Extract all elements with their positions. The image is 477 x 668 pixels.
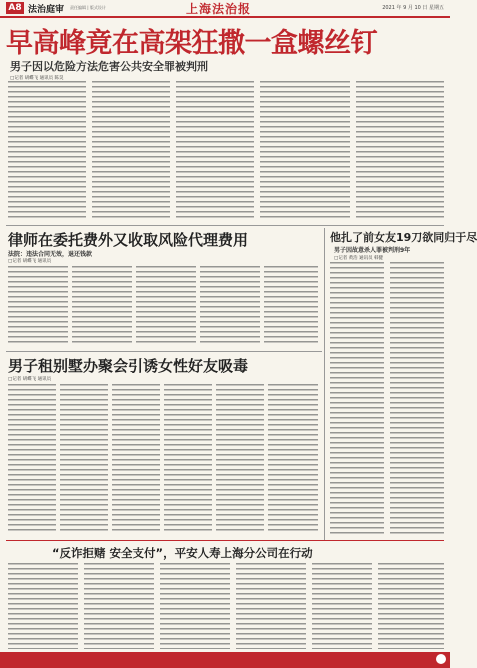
section-credits: 责任编辑 | 版式设计	[70, 5, 106, 10]
story4-column-3	[112, 384, 160, 534]
bottom-column-2	[84, 563, 154, 649]
story4-byline: □记者 胡蝶飞 通讯员	[8, 377, 52, 382]
divider	[6, 540, 444, 541]
story4-column-1	[8, 384, 56, 534]
story2-column-4	[200, 266, 260, 346]
story2-column-3	[136, 266, 196, 346]
page-corner-icon	[436, 654, 446, 664]
story2-column-1	[8, 266, 68, 346]
lead-column-1	[8, 81, 86, 221]
story4-column-2	[60, 384, 108, 534]
bottom-column-6	[378, 563, 444, 649]
lead-column-4	[260, 81, 350, 221]
story2-column-5	[264, 266, 318, 346]
lead-column-2	[92, 81, 170, 221]
masthead-rule	[0, 16, 450, 18]
story4-column-5	[216, 384, 264, 534]
story2-headline: 律师在委托费外又收取风险代理费用	[8, 231, 249, 249]
lead-headline: 早高峰竟在高架狂撒一盒螺丝钉	[6, 28, 377, 59]
divider	[6, 351, 322, 352]
divider	[6, 225, 444, 226]
story3-byline: □记者 黄浩 通讯员 韩健	[334, 256, 384, 261]
story2-byline: □记者 胡蝶飞 通讯员	[8, 259, 52, 264]
lead-subheadline: 男子因以危险方法危害公共安全罪被判刑	[10, 60, 208, 73]
section-title: 法治庭审	[28, 5, 65, 15]
vertical-divider	[324, 228, 325, 540]
newspaper-logo: 上海法治报	[186, 2, 252, 16]
issue-date: 2021 年 9 月 10 日 星期五	[382, 5, 444, 11]
page-number: A8	[6, 2, 24, 14]
story4-column-4	[164, 384, 212, 534]
story2-subheadline: 法院：违法合同无效，退还钱款	[8, 251, 93, 258]
story3-column-2	[390, 262, 444, 534]
bottom-column-5	[312, 563, 372, 649]
story4-column-6	[268, 384, 318, 534]
lead-column-3	[176, 81, 254, 221]
lead-byline: □记者 胡蝶飞 通讯员 陈昊	[10, 76, 64, 81]
story4-headline: 男子租别墅办聚会引诱女性好友吸毒	[8, 357, 249, 375]
bottom-column-4	[236, 563, 306, 649]
bottom-headline: “反诈拒赌 安全支付”，平安人寿上海分公司在行动	[52, 546, 313, 560]
story2-column-2	[72, 266, 132, 346]
bottom-column-1	[8, 563, 78, 649]
story3-column-1	[330, 262, 384, 534]
bottom-column-3	[160, 563, 230, 649]
lead-column-5	[356, 81, 444, 221]
story3-subheadline: 男子因故意杀人罪被判刑9年	[334, 247, 411, 254]
story3-headline: 他扎了前女友19刀欲同归于尽	[330, 231, 477, 244]
footer-band	[0, 652, 450, 668]
